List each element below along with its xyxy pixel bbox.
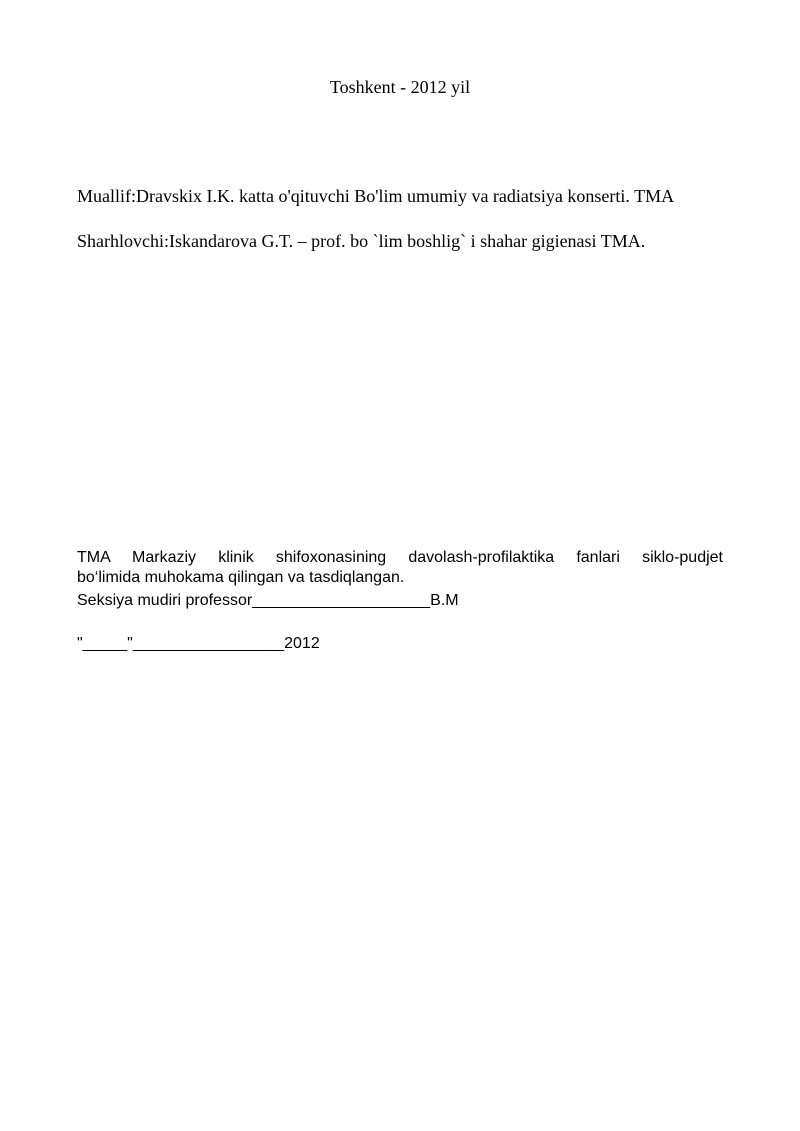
section-head-signature-line: Seksiya mudiri professor____________________B.M — [77, 592, 459, 609]
approval-line-2: bo‘limida muhokama qilingan va tasdiqlangan. — [77, 569, 405, 586]
author-line: Muallif:Dravskix I.K. katta o'qituvchi Bo'lim umumiy va radiatsiya konserti. TMA — [77, 186, 675, 206]
approval-line-1: TMA Markaziy klinik shifoxonasining davolash-profilaktika fanlari siklo-pudjet — [77, 549, 723, 566]
city-year-heading: Toshkent - 2012 yil — [329, 77, 471, 97]
reviewer-line: Sharhlovchi:Iskandarova G.T. – prof. bo `lim boshlig` i shahar gigienasi TMA. — [77, 231, 646, 251]
approval-paragraph — [77, 548, 723, 588]
date-signature-line: "_____"_________________2012 — [77, 635, 320, 652]
